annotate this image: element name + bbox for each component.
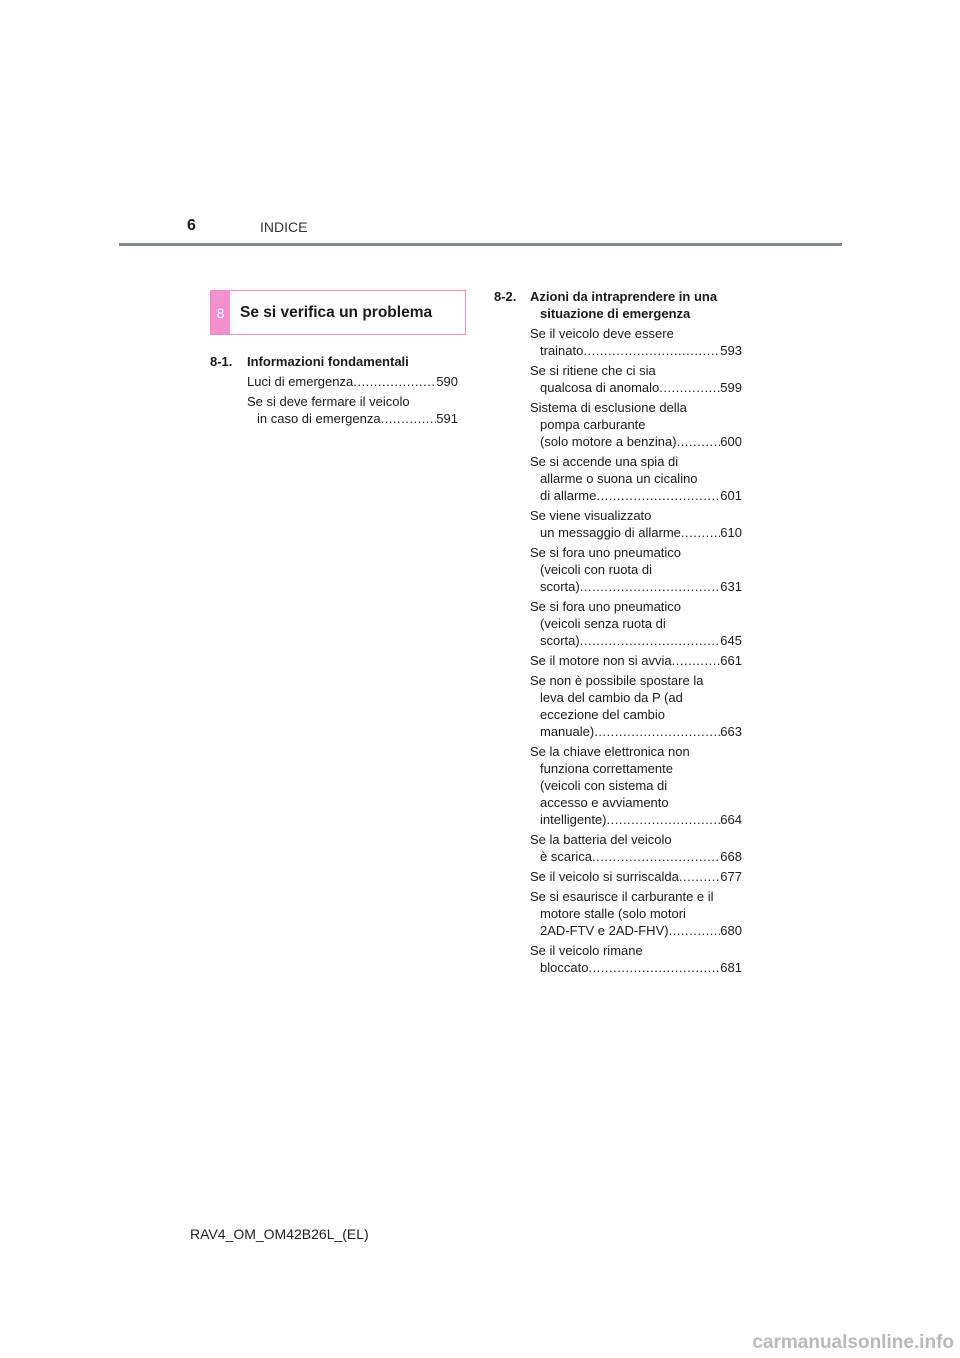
toc-page-number: 680 (720, 923, 742, 938)
dot-leader (381, 410, 437, 427)
dot-leader (669, 922, 721, 939)
toc-entry-text: è scarica (540, 849, 593, 864)
toc-entry-text: pompa carburante (540, 417, 646, 432)
toc-entry-leader-line (530, 959, 742, 976)
dot-leader (594, 723, 720, 740)
toc-page-number: 663 (720, 724, 742, 739)
dot-leader (681, 524, 720, 541)
toc-entry-text: 2AD-FTV e 2AD-FHV) (540, 923, 669, 938)
dot-leader (672, 652, 721, 669)
toc-entry-leader-line (530, 578, 742, 595)
chapter-title-line: situazione di emergenza (540, 306, 691, 321)
document-code: RAV4_OM_OM42B26L_(EL) (190, 1226, 369, 1242)
toc-entry-text: manuale) (540, 724, 595, 739)
toc-entry[interactable] (247, 393, 458, 427)
page-number: 6 (187, 217, 196, 234)
toc-page-number: 661 (720, 653, 742, 668)
toc-entry-text: trainato (540, 343, 584, 358)
dot-leader (580, 578, 721, 595)
toc-entry-leader-line (247, 373, 458, 390)
toc-entry[interactable] (530, 672, 742, 740)
toc-entry-leader-line (530, 379, 742, 396)
toc-entry-leader-line (530, 868, 742, 885)
toc-entry-text: Se si deve fermare il veicolo (247, 394, 410, 409)
toc-entry[interactable] (530, 831, 742, 865)
toc-entry-leader-line (530, 652, 742, 669)
toc-entry-text: Sistema di esclusione della (530, 400, 687, 415)
chapter-number: 8-1. (210, 354, 233, 369)
toc-entry-leader-line (530, 922, 742, 939)
toc-entry-leader-line (530, 487, 742, 504)
toc-entry-text: scorta) (540, 633, 580, 648)
toc-entry[interactable] (530, 325, 742, 359)
toc-entry[interactable] (530, 399, 742, 450)
toc-entry-leader-line (530, 723, 742, 740)
chapter-title-line: Azioni da intraprendere in una (530, 289, 718, 304)
toc-entry-text: leva del cambio da P (ad (540, 690, 683, 705)
dot-leader (353, 373, 436, 390)
chapter-title-line: Informazioni fondamentali (247, 354, 409, 369)
toc-entry-text: Se non è possibile spostare la (530, 673, 704, 688)
toc-entry-text: Se il motore non si avvia (530, 653, 672, 668)
toc-page-number: 610 (720, 525, 742, 540)
toc-entry-text: (veicoli senza ruota di (540, 616, 666, 631)
toc-entry-leader-line (530, 433, 742, 450)
toc-entry[interactable] (530, 453, 742, 504)
chapter-8-2 (494, 288, 742, 979)
toc-page-number: 631 (720, 579, 742, 594)
toc-page-number: 664 (720, 812, 742, 827)
dot-leader (679, 868, 720, 885)
chapter-title (530, 288, 742, 322)
toc-entry-text: (veicoli con ruota di (540, 562, 652, 577)
toc-entry-text: funziona correttamente (540, 761, 673, 776)
toc-entry-text: motore stalle (solo motori (540, 906, 686, 921)
toc-entry-list (494, 325, 742, 976)
toc-entry-text: accesso e avviamento (540, 795, 669, 810)
toc-page-number: 591 (436, 411, 458, 426)
toc-entry-text: scorta) (540, 579, 580, 594)
section-title: Se si verifica un problema (240, 303, 433, 321)
dot-leader (596, 487, 720, 504)
toc-entry[interactable] (530, 888, 742, 939)
toc-entry-text: intelligente) (540, 812, 607, 827)
chapter-heading (494, 288, 742, 322)
toc-entry-text: un messaggio di allarme (540, 525, 681, 540)
toc-entry-text: bloccato (540, 960, 589, 975)
dot-leader (588, 959, 720, 976)
toc-entry-text: Se la chiave elettronica non (530, 744, 690, 759)
header-title: INDICE (260, 219, 308, 235)
toc-entry[interactable] (247, 373, 458, 390)
toc-entry-text: Se il veicolo si surriscalda (530, 869, 679, 884)
chapter-heading (210, 353, 458, 370)
toc-entry[interactable] (530, 598, 742, 649)
toc-entry-leader-line (530, 632, 742, 649)
dot-leader (583, 342, 720, 359)
chapter-title (247, 353, 458, 370)
toc-entry-leader-line (530, 524, 742, 541)
header-divider (119, 243, 842, 246)
toc-entry-text: Se il veicolo deve essere (530, 326, 674, 341)
toc-entry[interactable] (530, 544, 742, 595)
toc-entry-leader-line (247, 410, 458, 427)
toc-page-number: 590 (436, 374, 458, 389)
toc-entry-text: Se si fora uno pneumatico (530, 545, 682, 560)
toc-entry-text: Se si accende una spia di (530, 454, 679, 469)
watermark: carmanualsonline.info (752, 1332, 954, 1353)
toc-page-number: 645 (720, 633, 742, 648)
toc-page-number: 681 (720, 960, 742, 975)
dot-leader (580, 632, 721, 649)
dot-leader (607, 811, 721, 828)
toc-entry[interactable] (530, 652, 742, 669)
toc-page-number: 593 (720, 343, 742, 358)
toc-entry-text: Se il veicolo rimane (530, 943, 643, 958)
dot-leader (677, 433, 721, 450)
section-number-tab: 8 (211, 291, 230, 334)
dot-leader (659, 379, 720, 396)
toc-entry-text: (solo motore a benzina) (540, 434, 677, 449)
chapter-number: 8-2. (494, 289, 517, 304)
toc-entry[interactable] (530, 743, 742, 828)
toc-entry-text: Se si fora uno pneumatico (530, 599, 682, 614)
toc-entry-leader-line (530, 342, 742, 359)
toc-entry-text: Luci di emergenza (247, 374, 354, 389)
toc-entry-leader-line (530, 848, 742, 865)
toc-page-number: 599 (720, 380, 742, 395)
toc-entry-text: Se si esaurisce il carburante e il (530, 889, 714, 904)
toc-page-number: 668 (720, 849, 742, 864)
toc-entry-leader-line (530, 811, 742, 828)
toc-entry[interactable] (530, 507, 742, 541)
toc-entry-text: di allarme (540, 488, 597, 503)
section-heading-box (210, 290, 466, 335)
toc-entry[interactable] (530, 868, 742, 885)
toc-entry-text: allarme o suona un cicalino (540, 471, 698, 486)
toc-page-number: 600 (720, 434, 742, 449)
toc-entry-text: qualcosa di anomalo (540, 380, 660, 395)
toc-entry-text: Se si ritiene che ci sia (530, 363, 656, 378)
toc-entry[interactable] (530, 942, 742, 976)
toc-page-number: 677 (720, 869, 742, 884)
toc-entry-text: Se la batteria del veicolo (530, 832, 672, 847)
toc-entry-text: Se viene visualizzato (530, 508, 652, 523)
toc-entry-text: (veicoli con sistema di (540, 778, 668, 793)
chapter-8-1 (210, 353, 458, 430)
toc-page-number: 601 (720, 488, 742, 503)
toc-entry-text: in caso di emergenza (257, 411, 381, 426)
toc-entry[interactable] (530, 362, 742, 396)
toc-entry-list (210, 373, 458, 427)
toc-entry-text: eccezione del cambio (540, 707, 666, 722)
dot-leader (592, 848, 720, 865)
